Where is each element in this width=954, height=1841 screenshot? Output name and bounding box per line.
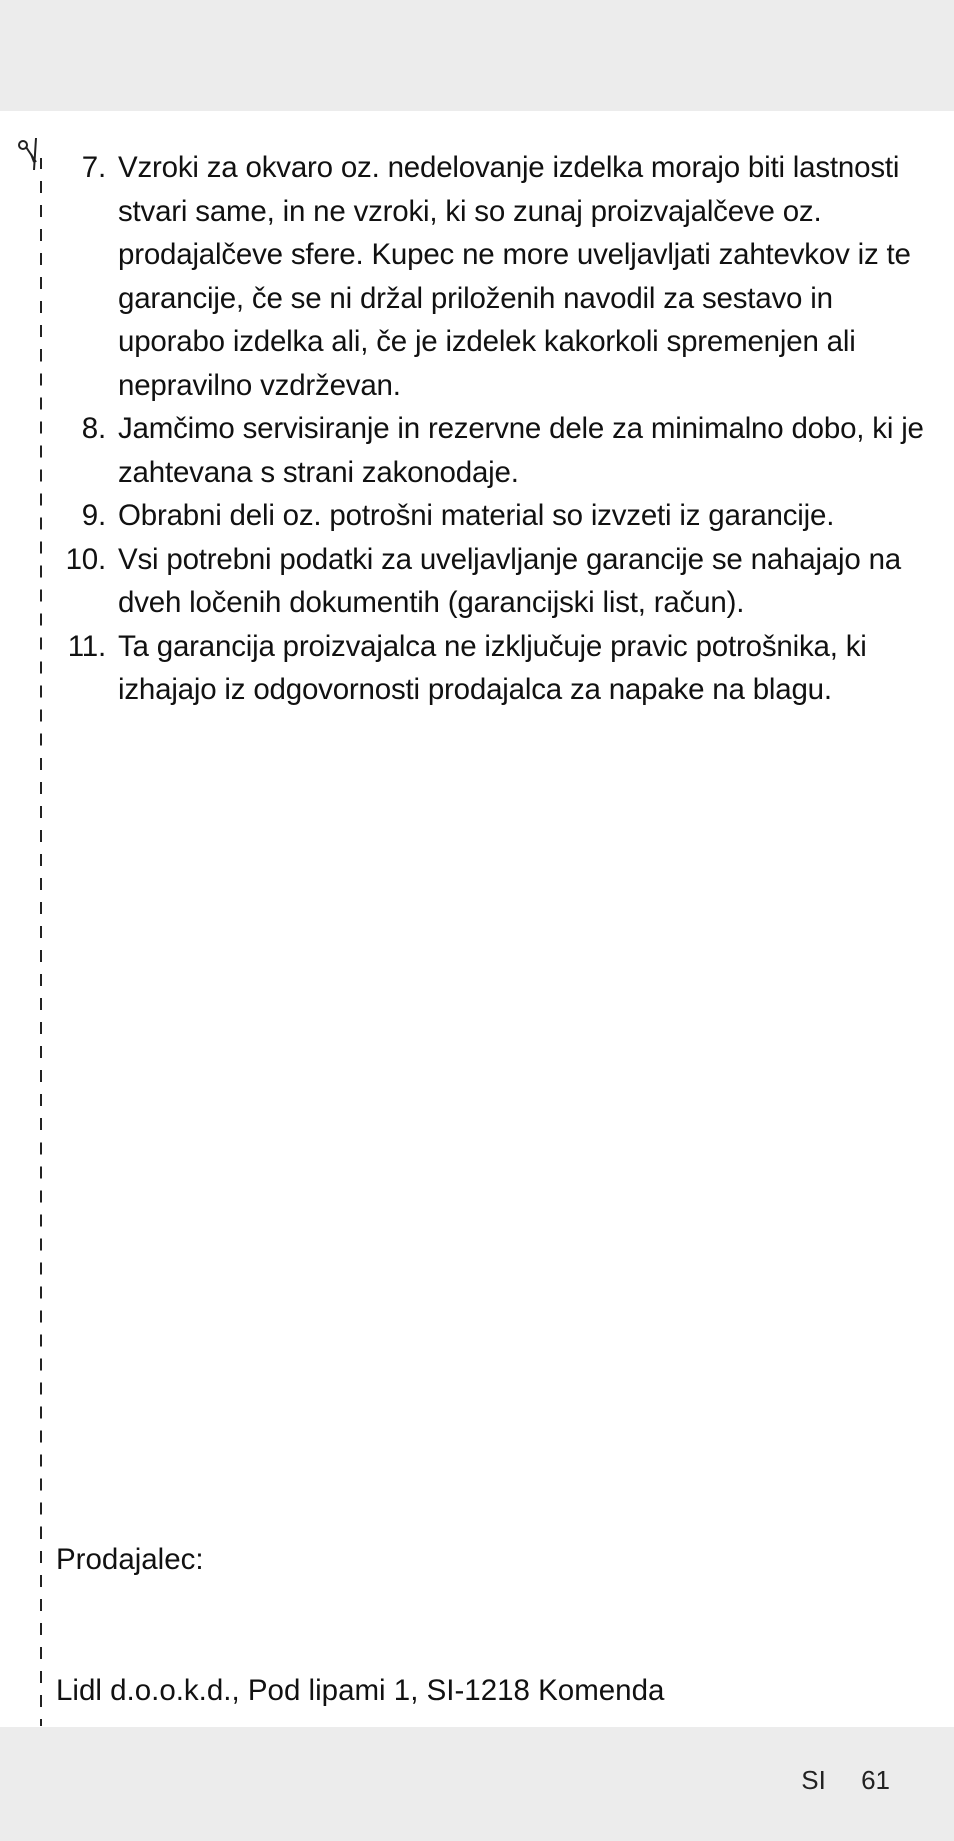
list-item <box>50 494 930 538</box>
item-number: 7. <box>81 151 106 184</box>
cut-line <box>40 158 42 1726</box>
item-number: 11. <box>67 629 106 663</box>
warranty-terms-list <box>50 146 930 712</box>
item-text: Vzroki za okvaro oz. nedelovanje izdelka morajo biti lastnosti stvari same, in ne vzroki, ki so zunaj proizvajalčeve oz. prodajalčeve sfere. Kupec ne more uveljavljati zahtevkov iz te garancije, če se ni držal priloženih navodil za sestavo in uporabo izdelka ali, če je izdelek kakorkoli spremenjen ali nepravilno vzdrževan. <box>118 151 911 402</box>
seller-label: Prodajalec: <box>56 1543 204 1576</box>
item-text: Jamčimo servisiranje in rezervne dele za minimalno dobo, ki je zahtevana s strani zakonodaje. <box>118 412 924 489</box>
item-text: Obrabni deli oz. potrošni material so izvzeti iz garancije. <box>118 499 835 532</box>
list-item <box>50 538 930 625</box>
item-text: Vsi potrebni podatki za uveljavljanje garancije se nahajajo na dveh ločenih dokumentih (garancijski list, račun). <box>118 542 901 619</box>
page-number: 61 <box>861 1765 890 1795</box>
item-number: 8. <box>81 412 106 445</box>
list-item <box>50 625 930 712</box>
seller-address: Lidl d.o.o.k.d., Pod lipami 1, SI-1218 Komenda <box>56 1674 665 1707</box>
list-item <box>50 407 930 494</box>
language-code: SI <box>801 1765 826 1795</box>
list-item <box>50 146 930 407</box>
item-text: Ta garancija proizvajalca ne izključuje pravic potrošnika, ki izhajajo iz odgovornosti prodajalca za napake na blagu. <box>118 629 867 706</box>
item-number: 9. <box>81 499 106 532</box>
item-number: 10. <box>65 542 106 576</box>
header-band <box>0 0 954 111</box>
page-footer <box>801 1762 890 1798</box>
